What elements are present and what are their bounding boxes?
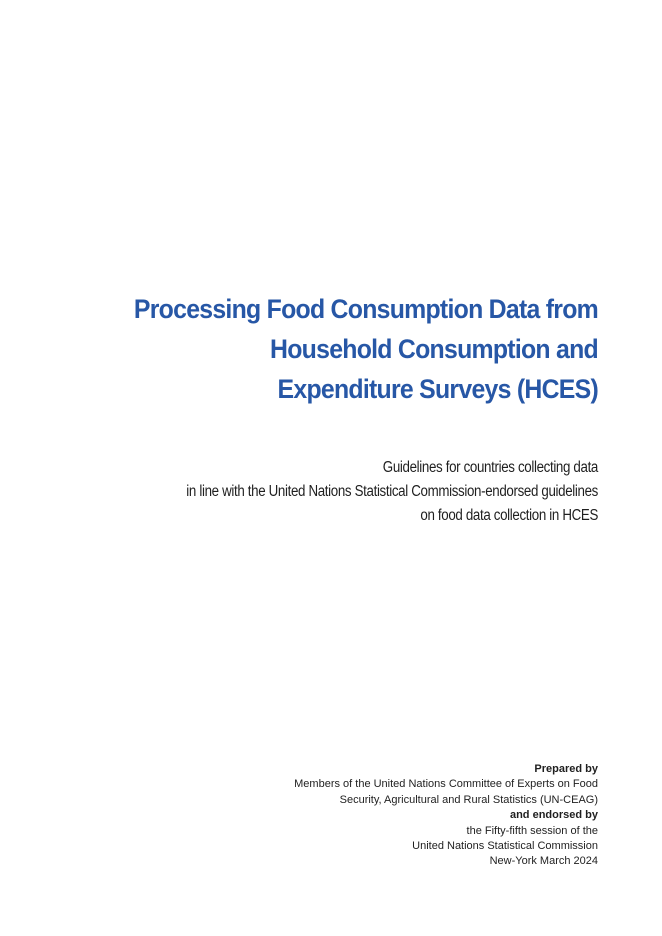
endorsed-by-line-2: United Nations Statistical Commission bbox=[412, 840, 598, 853]
title-line-1: Processing Food Consumption Data from bbox=[133, 294, 598, 324]
credits bbox=[198, 762, 598, 870]
subtitle-line-2: in line with the United Nations Statistical Commission-endorsed guidelines bbox=[186, 483, 598, 500]
prepared-by-line-1: Members of the United Nations Committee of Experts on Food bbox=[294, 778, 598, 791]
document-subtitle bbox=[38, 456, 598, 528]
prepared-by-label: Prepared by bbox=[534, 763, 598, 775]
endorsed-by-line-1: the Fifty-fifth session of the bbox=[466, 824, 598, 837]
endorsed-by-label: and endorsed by bbox=[509, 809, 598, 822]
title-line-2: Household Consumption and bbox=[270, 334, 598, 364]
subtitle-line-1: Guidelines for countries collecting data bbox=[382, 459, 598, 476]
endorsed-by-line-3: New-York March 2024 bbox=[489, 855, 598, 868]
subtitle-line-3: on food data collection in HCES bbox=[420, 507, 598, 524]
title-line-3: Expenditure Surveys (HCES) bbox=[277, 374, 598, 404]
prepared-by-line-2: Security, Agricultural and Rural Statistics (UN-CEAG) bbox=[339, 793, 598, 806]
document-title bbox=[38, 289, 598, 409]
